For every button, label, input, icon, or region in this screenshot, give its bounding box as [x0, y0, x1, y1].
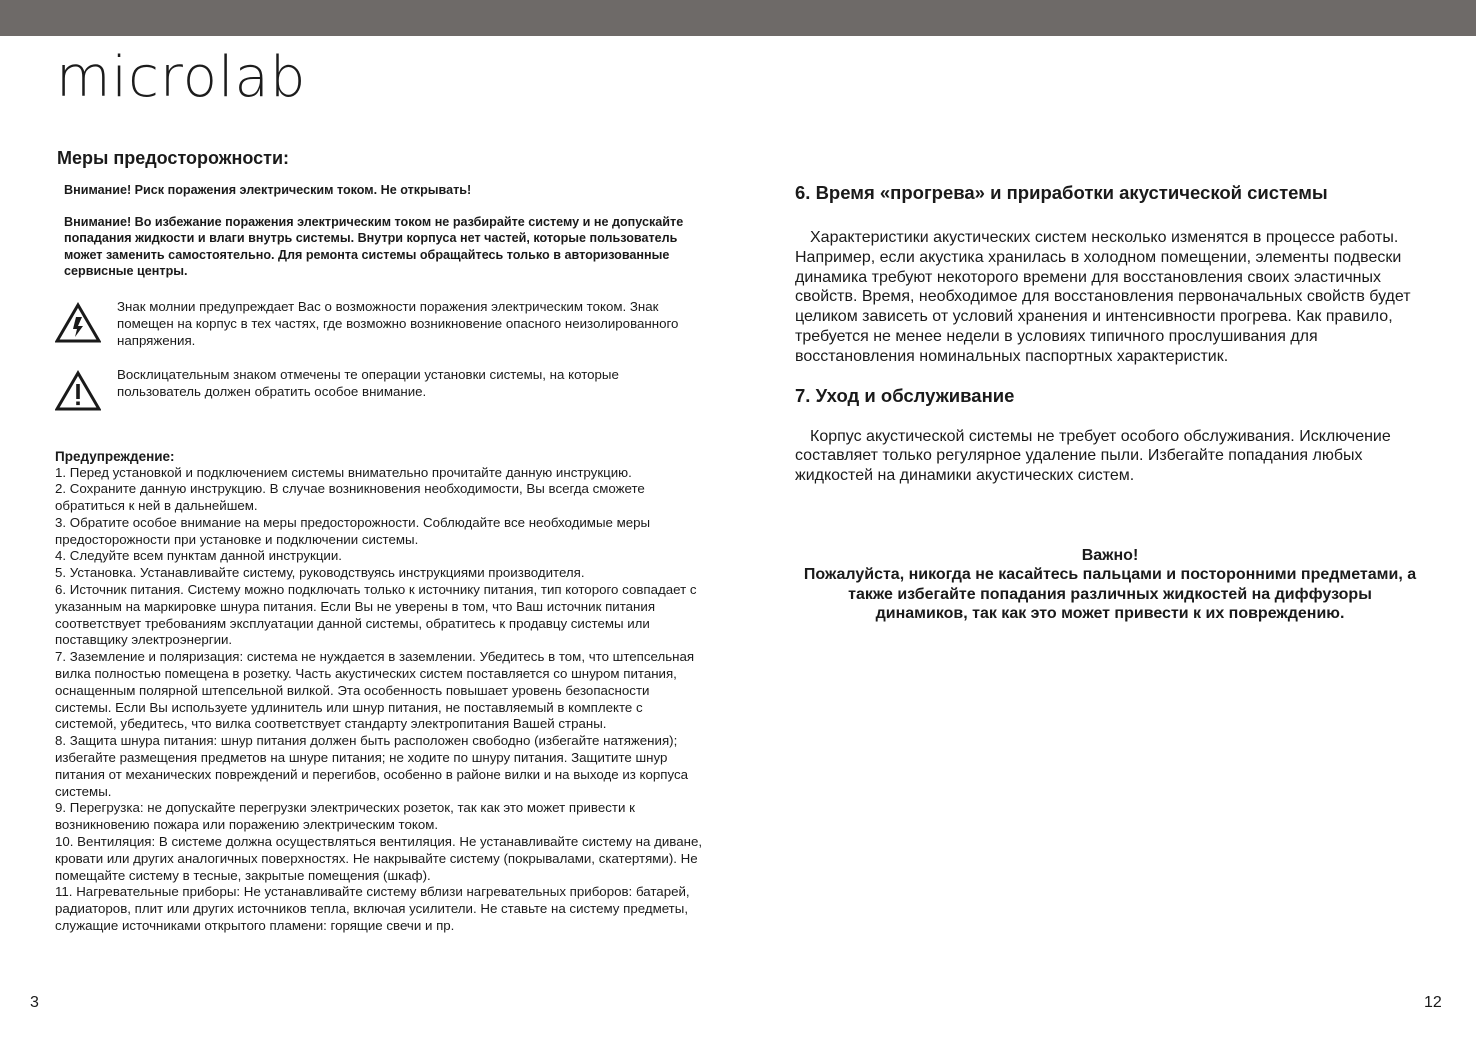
section-7-title: 7. Уход и обслуживание [795, 384, 1015, 406]
list-item: 3. Обратите особое внимание на меры предосторожности. Соблюдайте все необходимые меры предосторожности при установке и подключении системы. [55, 514, 651, 547]
section-6-title: 6. Время «прогрева» и приработки акустической системы [795, 182, 1328, 203]
list-item: 6. Источник питания. Систему можно подключать только к источнику питания, тип которого совпадает с указанным на маркировке шнура питания. Если Вы не уверены в том, что Ваш источник питания соответствует требованиям эксплуатации данной системы, обратитесь к продавцу системы или поставщику электроэнергии. [55, 582, 697, 648]
warning-disassembly-notice: Внимание! Во избежание поражения электрическим током не разбирайте систему и не допускайте попадания жидкости и влаги внутрь системы. Внутри корпуса нет частей, которые пользователь может заменить самостоятельно. Для ремонта системы обращайтесь только в авторизованные сервисные центры. [64, 214, 684, 278]
important-title: Важно! [1081, 546, 1139, 564]
section-7-text: Корпус акустической системы не требует особого обслуживания. Исключение составляет только регулярное удаление пыли. Избегайте попадания любых жидкостей на динамики акустических систем. [795, 427, 1391, 485]
list-item: 1. Перед установкой и подключением системы внимательно прочитайте данную инструкцию. [55, 464, 632, 480]
exclamation-symbol-block [55, 366, 705, 412]
page-number-right: 12 [1424, 994, 1442, 1011]
warning-shock-notice: Внимание! Риск поражения электрическим током. Не открывать! [64, 183, 472, 197]
top-bar [0, 0, 1476, 36]
list-item: 2. Сохраните данную инструкцию. В случае возникновения необходимости, Вы всегда сможете обратиться к ней в дальнейшем. [55, 481, 645, 514]
list-item: 9. Перегрузка: не допускайте перегрузки электрических розеток, так как это может привести к возникновению пожара или поражению электрическим током. [55, 800, 635, 833]
important-text: Пожалуйста, никогда не касайтесь пальцами и посторонними предметами, а также избегайте попадания различных жидкостей на диффузоры динамиков, так как это может привести к их повреждению. [803, 566, 1417, 623]
lightning-symbol-text: Знак молнии предупреждает Вас о возможности поражения электрическим током. Знак помещен на корпус в тех частях, где возможно возникновение опасного неизолированного напряжения. [117, 298, 679, 348]
warning-list [55, 465, 703, 935]
lightning-symbol-block [55, 298, 705, 349]
left-page [55, 148, 705, 935]
list-item: 5. Установка. Устанавливайте систему, руководствуясь инструкциями производителя. [55, 565, 585, 581]
section-6-text-block [795, 228, 1415, 367]
exclamation-warning-triangle-icon [55, 370, 101, 412]
list-item: 11. Нагревательные приборы: Не устанавливайте систему вблизи нагревательных приборов: батарей, радиаторов, плит или других источников тепла, включая усилители. Не ставьте на систему предметы, служащие источниками открытого пламени: горящие свечи и пр. [55, 884, 690, 934]
list-item: 7. Заземление и поляризация: система не нуждается в заземлении. Убедитесь в том, что штепсельная вилка полностью помещена в розетку. Часть акустических систем поставляется со шнуром питания, оснащенным полярной штепсельной вилкой. Эта особенность повышает уровень безопасности системы. Если Вы используете удлинитель или шнур питания, не поставляемый в комплекте с системой, убедитесь, что вилка соответствует стандарту электропитания Вашей страны. [55, 649, 695, 732]
warning-heading: Предупреждение: [55, 448, 175, 464]
page-number-left: 3 [30, 994, 39, 1011]
right-page [795, 182, 1415, 624]
important-notice [800, 546, 1420, 624]
section-6-text: Характеристики акустических систем несколько изменятся в процессе работы. Например, если акустика хранилась в холодном помещении, элементы подвески динамика требуют некоторого времени для восстановления своих эластичных свойств. Время, необходимое для восстановления первоначальных свойств будет целиком зависеть от условий хранения и интенсивности прогрева. Как правило, требуется не менее недели в условиях типичного прослушивания для восстановления номинальных паспортных характеристик. [795, 229, 1411, 365]
section-7-text-block [795, 427, 1415, 486]
list-item: 4. Следуйте всем пунктам данной инструкции. [55, 548, 342, 564]
brand-logo: microlab [56, 45, 307, 110]
list-item: 8. Защита шнура питания: шнур питания должен быть расположен свободно (избегайте натяжения); избегайте размещения предметов на шнуре питания; не ходите по шнуру питания. Защитите шнур питания от механических повреждений и перегибов, особенно в районе вилки и на выходе из корпуса системы. [55, 733, 689, 799]
list-item: 10. Вентиляция: В системе должна осуществляться вентиляция. Не устанавливайте систему на диване, кровати или других аналогичных поверхностях. Не накрывайте систему (покрывалами, скатертями). Не помещайте систему в тесные, закрытые помещения (шкаф). [55, 834, 703, 883]
exclamation-symbol-text: Восклицательным знаком отмечены те операции установки системы, на которые пользователь должен обратить особое внимание. [117, 366, 619, 399]
precautions-title: Меры предосторожности: [57, 148, 290, 168]
lightning-warning-triangle-icon [55, 302, 101, 344]
